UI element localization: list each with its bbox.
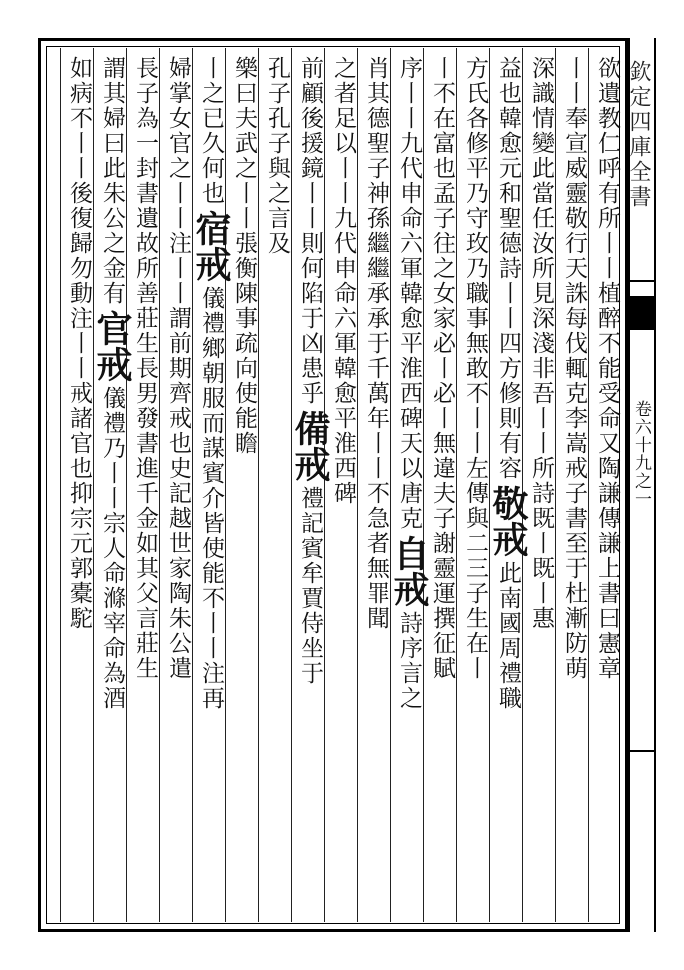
body-text: 丨不在富也孟子往之女家必丨必丨無違夫子謝靈運撰征賦 — [429, 56, 455, 681]
text-column — [91, 56, 133, 711]
fishtail-mark — [628, 296, 656, 330]
text-column — [190, 56, 232, 711]
body-text: 詩序言之 — [396, 611, 422, 711]
entry-heading: 敬戒 — [487, 485, 529, 557]
body-text: 樂曰夫武之丨丨張衡陳事疏向使能瞻 — [231, 56, 257, 456]
margin-divider-top — [628, 280, 656, 282]
text-column — [161, 56, 195, 681]
body-text: 此南國周禮職 — [495, 561, 521, 711]
body-text: 欲遺教仁呼有所丨丨植醉不能受命又陶謙傳謙上書曰憲章 — [594, 56, 620, 681]
text-column — [359, 56, 393, 631]
body-text: 如病不丨丨後復歸勿動 — [66, 56, 92, 306]
entry-heading: 宿戒 — [190, 210, 232, 282]
text-column — [128, 56, 162, 681]
body-text: 者無罪聞 — [363, 531, 389, 631]
body-text: 之者足以丨丨九代申命六軍韓愈平淮西碑 — [330, 56, 356, 506]
text-column — [590, 56, 624, 681]
body-text: 長子為一封書遺故所善莊生長男發書進千金如其父言莊生 — [132, 56, 158, 681]
column-rule — [60, 48, 61, 922]
text-column — [289, 56, 331, 686]
body-text: 序丨丨九代申命六軍韓愈平淮西碑天以唐克 — [396, 56, 422, 531]
text-column — [326, 56, 360, 506]
body-text: 注丨丨戒諸官也抑宗元郭橐駝 — [66, 306, 92, 631]
entry-heading: 自戒 — [388, 535, 430, 607]
body-text: 深識情變此當任汝所見深淺非吾丨丨所 — [528, 56, 554, 481]
text-column — [260, 56, 294, 256]
book-title: 欽定四庫全書 — [626, 60, 651, 210]
entry-heading: 官戒 — [91, 310, 133, 382]
body-text: 儀禮乃丨丨宗人命滌宰命為酒 — [99, 386, 125, 711]
body-text: 益也韓愈元和聖德詩丨丨四方修則有容 — [495, 56, 521, 481]
body-text: 謂其婦曰此朱公之金有 — [99, 56, 125, 306]
body-text: 孔子孔子與之言及 — [264, 56, 290, 256]
text-column — [524, 56, 558, 631]
text-column — [425, 56, 459, 681]
body-text: 肖其德聖子神孫繼繼承承于千萬年丨丨不急 — [363, 56, 389, 531]
margin-divider-bottom — [628, 750, 656, 752]
text-column — [227, 56, 261, 456]
body-text: 禮記賓牟賈侍坐于 — [297, 486, 323, 686]
text-column — [487, 56, 529, 711]
text-column — [62, 56, 96, 631]
body-text: 婦掌女官之丨丨注丨丨謂前期齊戒也史記越世家陶朱公遣 — [165, 56, 191, 681]
body-text: 前顧後援鏡丨丨則何陷于凶患乎 — [297, 56, 323, 406]
body-text: 詩既丨既丨惠 — [528, 481, 554, 631]
body-text: 丨之已久何也 — [198, 56, 224, 206]
body-text: 方氏各修平乃守玫乃職事無敢不丨丨左傳與二三子生在丨 — [462, 56, 488, 681]
volume-label: 卷六十九之一 — [631, 400, 651, 508]
text-column — [388, 56, 430, 711]
entry-heading: 備戒 — [289, 410, 331, 482]
text-column — [557, 56, 591, 681]
body-text: 儀禮鄉朝服而謀賓介皆使能不丨丨注再 — [198, 286, 224, 711]
body-text: 丨丨奉宣威靈敬行天誅每伐輒克李嵩戒子書至于杜漸防萌 — [561, 56, 587, 681]
text-column — [458, 56, 492, 681]
